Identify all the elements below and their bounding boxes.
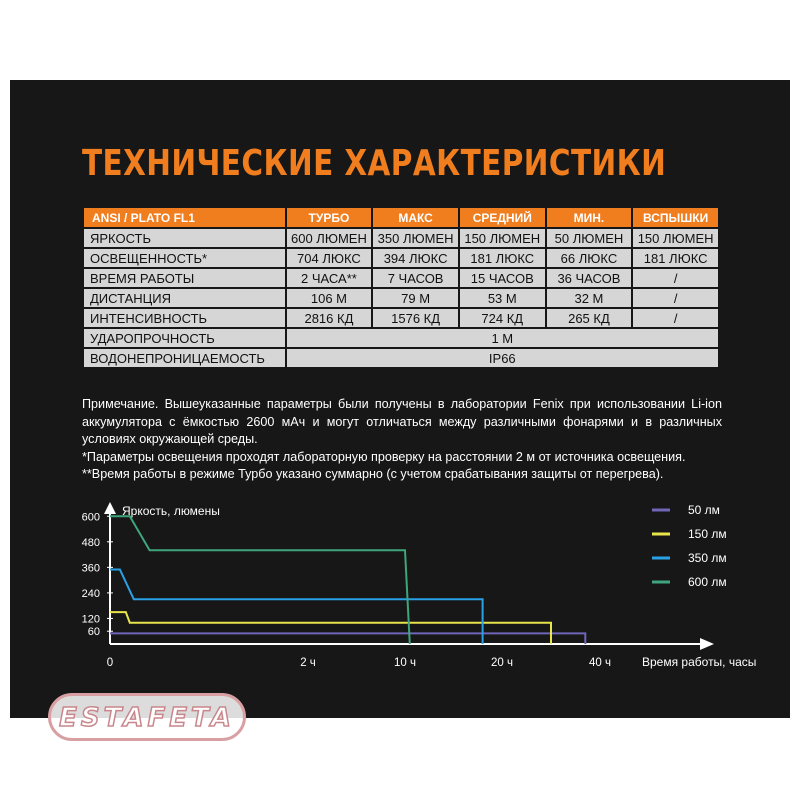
x-axis-label: Время работы, часы xyxy=(642,655,757,669)
table-cell: 1 М xyxy=(287,329,718,347)
footnote: **Время работы в режиме Турбо указано суммарно (с учетом срабатывания защиты от перегрева). xyxy=(82,467,664,481)
spec-table-header xyxy=(84,208,718,227)
table-row xyxy=(84,309,718,327)
legend-label: 50 лм xyxy=(688,503,720,517)
row-label: ИНТЕНСИВНОСТЬ xyxy=(84,309,285,327)
table-cell: / xyxy=(633,269,718,287)
y-axis-label: Яркость, люмены xyxy=(122,504,220,518)
notes-block xyxy=(82,396,722,484)
spec-table xyxy=(82,206,720,369)
y-axis-arrow-icon xyxy=(104,502,116,514)
y-tick-label: 120 xyxy=(81,613,100,626)
table-cell: 66 ЛЮКС xyxy=(547,249,632,267)
series-line xyxy=(110,612,551,644)
table-cell: / xyxy=(633,289,718,307)
x-tick-label: 40 ч xyxy=(589,657,611,669)
table-cell: IP66 xyxy=(287,349,718,367)
x-tick-label: 10 ч xyxy=(394,657,416,669)
y-tick-label: 360 xyxy=(81,562,100,575)
y-tick-label: 480 xyxy=(81,536,100,549)
table-cell: 150 ЛЮМЕН xyxy=(633,229,718,247)
legend-label: 150 лм xyxy=(688,527,727,541)
table-cell: 1576 КД xyxy=(373,309,458,327)
x-tick-label: 2 ч xyxy=(300,657,316,669)
series-line xyxy=(110,633,585,644)
table-cell: 36 ЧАСОВ xyxy=(547,269,632,287)
series-line xyxy=(110,516,410,644)
row-label: ВРЕМЯ РАБОТЫ xyxy=(84,269,285,287)
table-row xyxy=(84,329,718,347)
header-cell: ВСПЫШКИ xyxy=(633,208,718,227)
estafeta-watermark xyxy=(48,693,246,741)
x-tick-label: 20 ч xyxy=(491,657,513,669)
y-tick-label: 600 xyxy=(81,511,100,524)
y-tick-label: 240 xyxy=(81,587,100,600)
header-cell: СРЕДНИЙ xyxy=(460,208,545,227)
table-cell: 181 ЛЮКС xyxy=(460,249,545,267)
runtime-chart xyxy=(80,498,780,683)
note-paragraph: Примечание. Вышеуказанные параметры были получены в лаборатории Fenix при использовании Li-ion аккумулятора с ёмкостью 2600 мАч и могут отличаться между различными фонарями и в различных условиях окружающей среды. xyxy=(82,397,722,446)
watermark-text: ESTAFETA xyxy=(59,703,235,733)
table-cell: 181 ЛЮКС xyxy=(633,249,718,267)
table-cell: 2816 КД xyxy=(287,309,372,327)
table-cell: 394 ЛЮКС xyxy=(373,249,458,267)
table-cell: 704 ЛЮКС xyxy=(287,249,372,267)
header-cell: МИН. xyxy=(547,208,632,227)
x-tick-label: 0 xyxy=(106,657,114,669)
table-row xyxy=(84,229,718,247)
table-cell: 600 ЛЮМЕН xyxy=(287,229,372,247)
x-axis-arrow-icon xyxy=(700,638,714,650)
row-label: ВОДОНЕПРОНИЦАЕМОСТЬ xyxy=(84,349,285,367)
header-cell: ANSI / PLATO FL1 xyxy=(84,208,285,227)
table-row xyxy=(84,349,718,367)
table-cell: 2 ЧАСА** xyxy=(287,269,372,287)
legend-label: 600 лм xyxy=(688,575,727,589)
y-tick-label: 60 xyxy=(87,626,100,639)
legend-label: 350 лм xyxy=(688,551,727,565)
table-cell: 53 М xyxy=(460,289,545,307)
footnote: *Параметры освещения проходят лабораторную проверку на расстоянии 2 м от источника освещения. xyxy=(82,449,686,464)
table-cell: 724 КД xyxy=(460,309,545,327)
table-cell: 15 ЧАСОВ xyxy=(460,269,545,287)
table-row xyxy=(84,249,718,267)
row-label: УДАРОПРОЧНОСТЬ xyxy=(84,329,285,347)
header-cell: МАКС xyxy=(373,208,458,227)
row-label: ДИСТАНЦИЯ xyxy=(84,289,285,307)
table-cell: 7 ЧАСОВ xyxy=(373,269,458,287)
row-label: ЯРКОСТЬ xyxy=(84,229,285,247)
page-title: ТЕХНИЧЕСКИЕ ХАРАКТЕРИСТИКИ xyxy=(82,143,667,184)
row-label: ОСВЕЩЕННОСТЬ* xyxy=(84,249,285,267)
table-cell: 32 М xyxy=(547,289,632,307)
table-cell: 150 ЛЮМЕН xyxy=(460,229,545,247)
table-cell: 350 ЛЮМЕН xyxy=(373,229,458,247)
table-cell: / xyxy=(633,309,718,327)
table-cell: 79 М xyxy=(373,289,458,307)
table-cell: 50 ЛЮМЕН xyxy=(547,229,632,247)
table-row xyxy=(84,289,718,307)
table-cell: 106 М xyxy=(287,289,372,307)
table-cell: 265 КД xyxy=(547,309,632,327)
table-row xyxy=(84,269,718,287)
header-cell: ТУРБО xyxy=(287,208,372,227)
